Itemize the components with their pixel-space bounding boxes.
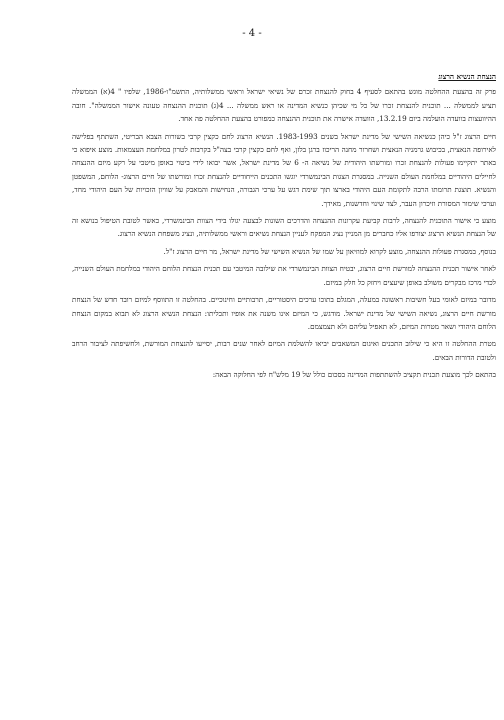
- paragraph-approval: מוצע כי אישור התוכנית להנצחה, לרבות קביעת עקרונות ההנצחה והדרכים השונות לבצעה יגולו בידי הצוות הבינמשרדי, כאשר לטובת הטיפול בנושא זה של הנצחת הנשיא הרצוג יצורפו אליו כחברים מן המניין נציג המפקח לעניין הנצחת נשיאים וראשי ממשלותיה, ונציג משפחת הנשיא הרצוג.: [72, 216, 496, 239]
- paragraph-purpose: מטרת ההחלטה זו היא כי שילוב התכנים ואיגום המשאבים יביאו להשלמת המיזם לאחר שנים רבות, יסייעו להנצחת המורשת, ולחשיפתה לציבור הרחב ולטובת הדורות הבאים.: [72, 339, 496, 362]
- page-number: - 4 -: [242, 28, 262, 39]
- section-heading: הנצחת הנשיא הרצוג: [438, 72, 496, 81]
- paragraph-budget: בהתאם לכך מוצעת תכנית תקציב להשתתפות המדינה בסכום כולל של 19 מלש"ח לפי החלוקה הבאה:: [212, 370, 496, 380]
- paragraph-legal-basis: פרק זה בהצעת ההחלטה מוגש בהתאם לסעיף 4 בחוק להנצחת זכרם של נשיאי ישראל וראשי ממשלותיה, התשמ"ו-1986, שלפיו " 4(א) הממשלה תציע לממשלה ... תוכנית להנצחת זכרו של כל מי שכיהן כנשיא המדינה או ראש ממשלה ... 4(ג) תוכנית ההנצחה טעונה אישור הממשלה". חובה ההיוועצות בוועדה הועלמה ביום 13.2.19, הוועדה אישרה את תוכנית ההנצחה כמפורט בהצעת ההחלטה פה אחד.: [72, 87, 496, 124]
- document-body: [72, 70, 496, 386]
- paragraph-integration: לאחר אישור תכנית ההנצחה למורשת חיים הרצוג, יבטיח הצוות הבינמשרדי את שילובה המיטבי עם תכנית הנצחת הלוחם היהודי במלחמת העולם השנייה, לכדי מרכז מבקרים משולב באופן שיעצים ויחזק כל חלק במיזם.: [72, 264, 496, 287]
- paragraph-biography: חיים הרצוג ז"ל כיהן כנשיאה השישי של מדינת ישראל בשנים 1983-1993. הנשיא הרצוג לחם כקצין קרבי בשורות הצבא הבריטי, השתתף בפלישה לאירופה הנאצית, בכיבוש גרמניה הנאצית ושחרור מחנה הריכוז ברגן בלזן, ואף לחם כקצין קרבי בצה"ל בקרבות לטרון במלחמת העצמאות. מוצע איפוא כי באתר יתקיימו פעולות להנצחת זכרו ומורשתו היהודית של נשיאה ה- 6 של מדינת ישראל, אשר יבואו לידי ביטוי באופן מיטבי על רקע מיזם ההנצחה לחיילים היהודיים במלחמת העולם השנייה. במסגרת הצגות הבינמשרדי יוגשו התכנים הייחודיים להנצחת זכרו ומורשתו של חיים הרצוג- הלוחם, המשפטן והנשיא. תוצגת תרומתו הרבה לתקומת העם היהודי בארצו תוך שימת דגש על ערכי הגבורה, הנחישות והמאבק על שוויון הזכויות של העם היהודי מחד, וערכי שימור המסורת וזיכרון העבר, לצד שינוי וחדשנות, מאידך.: [72, 131, 497, 208]
- paragraph-museum-naming: בנוסף, במסגרת פעולות ההנצחה, מוצע לקרוא למוזיאון על שמו של הנשיא השישי של מדינת ישראל, מר חיים הרצוג ז"ל.: [163, 246, 496, 256]
- paragraph-national-project: מדובר במיזם לאומי בעל חשיבות ראשונה במעלה, המגלם בתוכו ערכים היסטוריים, תרבותיים וחינוכיים. בהחלטה זו התווסף למיזם רובד חדש של הנצחת מורשת חיים הרצוג, נשיאה השישי של מדינת ישראל. מודגש, כי המיזם אינו משנה את אופיו ותכליתו: הנצחת הנשיא הרצוג לא תבוא במקום הנצחת הלוחם היהודי ושאר מטרות המיזם, לא תאפיל עליהם ולא תצמצמם.: [72, 295, 496, 331]
